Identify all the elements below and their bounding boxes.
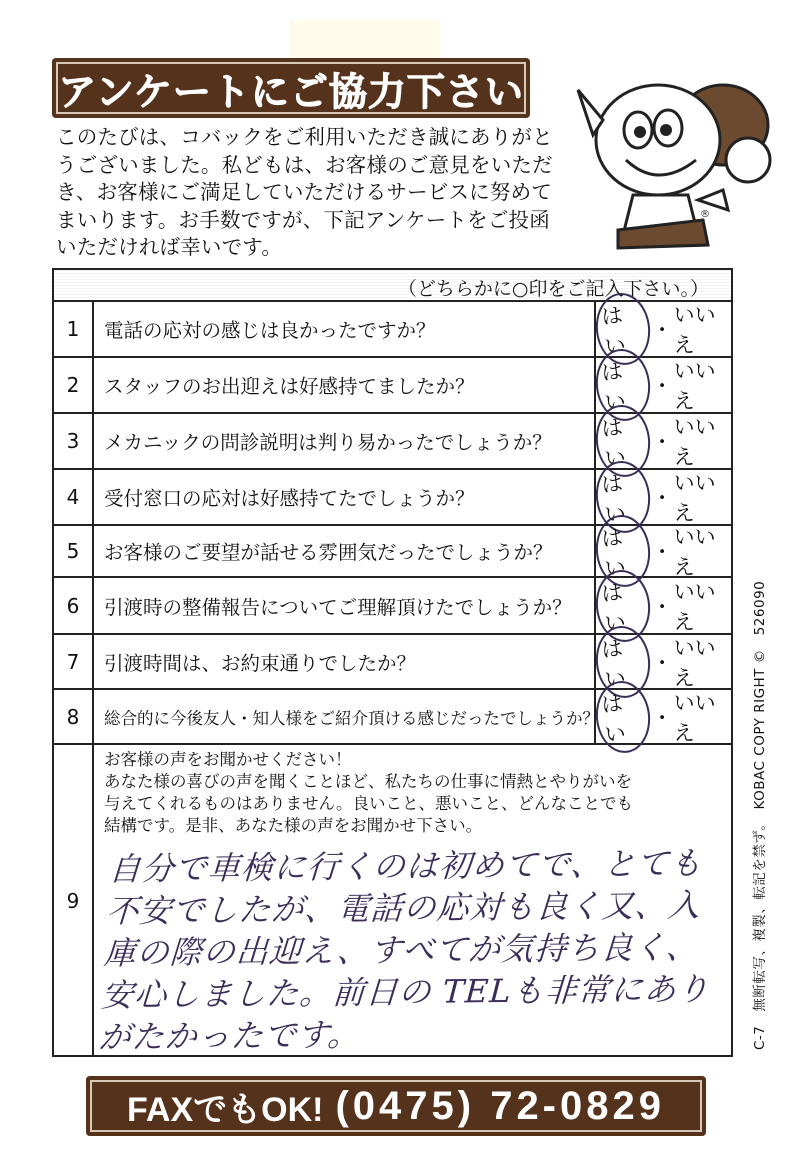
answer-separator: ・ xyxy=(651,318,673,342)
question-number: 7 xyxy=(54,635,94,688)
question-text: 電話の応対の感じは良かったですか？ xyxy=(104,319,436,342)
trademark-mark: ® xyxy=(700,209,710,220)
comment-row xyxy=(54,745,731,1057)
answer-separator: ・ xyxy=(651,705,673,730)
question-text: 引渡時間は、お約束通りでしたか？ xyxy=(104,651,417,675)
question-text: 引渡時の整備報告についてご理解頂けたでしょうか？ xyxy=(104,595,572,619)
answer-separator: ・ xyxy=(651,650,673,675)
question-text: 総合的に今後友人・知人様をご紹介頂ける感じだったでしょうか？ xyxy=(104,708,599,728)
answer-cell[interactable] xyxy=(594,525,733,581)
answer-yes-circled[interactable]: はい xyxy=(592,458,653,535)
answer-separator: ・ xyxy=(651,430,673,454)
answer-separator: ・ xyxy=(651,374,673,398)
question-number: 4 xyxy=(54,470,94,524)
answer-cell[interactable] xyxy=(594,690,733,747)
comment-prompt: お客様の声をお聞かせください！ あなた様の喜びの声を聞くことほど、私たちの仕事に情熱とやりがいを 与えてくれるものはありません。良いこと、悪いこと、どんなことでも 結構です。是非、あなた様の声をお聞かせ下さい。 xyxy=(104,750,633,835)
answer-no[interactable]: いいえ xyxy=(673,359,716,413)
question-number: 3 xyxy=(54,414,94,468)
answer-yes-circled[interactable]: はい xyxy=(592,678,653,755)
question-number: 8 xyxy=(54,690,94,743)
survey-table xyxy=(52,268,733,1057)
answer-cell[interactable] xyxy=(594,578,733,636)
question-number: 1 xyxy=(54,302,94,356)
answer-yes-circled[interactable]: はい xyxy=(592,402,653,479)
page-title: アンケートにご協力下さい xyxy=(58,69,524,114)
answer-yes-circled[interactable]: はい xyxy=(592,567,653,644)
answer-no[interactable]: いいえ xyxy=(673,415,716,469)
answer-yes-circled[interactable]: はい xyxy=(592,512,653,589)
instruction-text: （どちらかに○印をご記入下さい。） xyxy=(397,278,709,300)
answer-separator: ・ xyxy=(651,540,673,564)
answer-yes-circled[interactable]: はい xyxy=(592,290,653,367)
answer-separator: ・ xyxy=(651,594,673,619)
question-row xyxy=(54,690,731,745)
handwritten-comment[interactable]: 自分で車検に行くのは初めてで、とても不安でしたが、電話の応対も良く又、入庫の際の出迎え、すべてが気持ち良く、安心しました。前日の TELも非常にありがたかったです。 xyxy=(97,844,711,1057)
question-number: 9 xyxy=(54,745,94,1057)
question-row xyxy=(54,578,731,635)
fax-banner xyxy=(86,1076,706,1136)
answer-no[interactable]: いいえ xyxy=(673,525,716,579)
answer-no[interactable]: いいえ xyxy=(673,635,716,690)
intro-text: このたびは、コバックをご利用いただき誠にありがとうございました。私どもは、お客様のご意見をいただき、お客様にご満足していただけるサービスに努めてまいります。お手数ですが、下記アンケートをご投函いただければ幸いです。 xyxy=(56,125,553,259)
question-number: 2 xyxy=(54,358,94,412)
answer-yes-circled[interactable]: はい xyxy=(592,623,653,700)
paper-tint xyxy=(290,20,440,60)
answer-no[interactable]: いいえ xyxy=(673,579,716,634)
answer-no[interactable]: いいえ xyxy=(673,690,716,745)
answer-cell[interactable] xyxy=(594,635,733,692)
fax-label: FAXでもOK! xyxy=(127,1090,324,1129)
question-text: メカニックの問診説明は判り易かったでしょうか？ xyxy=(104,431,552,454)
answer-separator: ・ xyxy=(651,486,673,510)
question-row xyxy=(54,525,731,581)
question-text: スタッフのお出迎えは好感持てましたか？ xyxy=(104,375,475,398)
question-text: お客様のご要望が話せる雰囲気だったでしょうか？ xyxy=(104,541,553,564)
question-number: 5 xyxy=(54,526,94,576)
answer-no[interactable]: いいえ xyxy=(673,303,716,357)
question-text: 受付窓口の応対は好感持てたでしょうか？ xyxy=(104,487,475,510)
title-banner xyxy=(52,58,530,118)
copyright-note: C-7 無断転写、複製、転記を禁ず。 KOBAC COPY RIGHT © 526090 xyxy=(752,580,768,1050)
answer-cell[interactable] xyxy=(594,414,733,471)
fax-number: (0475) 72-0829 xyxy=(335,1083,665,1128)
answer-no[interactable]: いいえ xyxy=(673,471,716,525)
answer-cell[interactable] xyxy=(594,358,733,415)
question-number: 6 xyxy=(54,578,94,633)
mascot-illustration xyxy=(548,60,778,260)
answer-yes-circled[interactable]: はい xyxy=(592,346,653,423)
answer-cell[interactable] xyxy=(594,302,733,359)
